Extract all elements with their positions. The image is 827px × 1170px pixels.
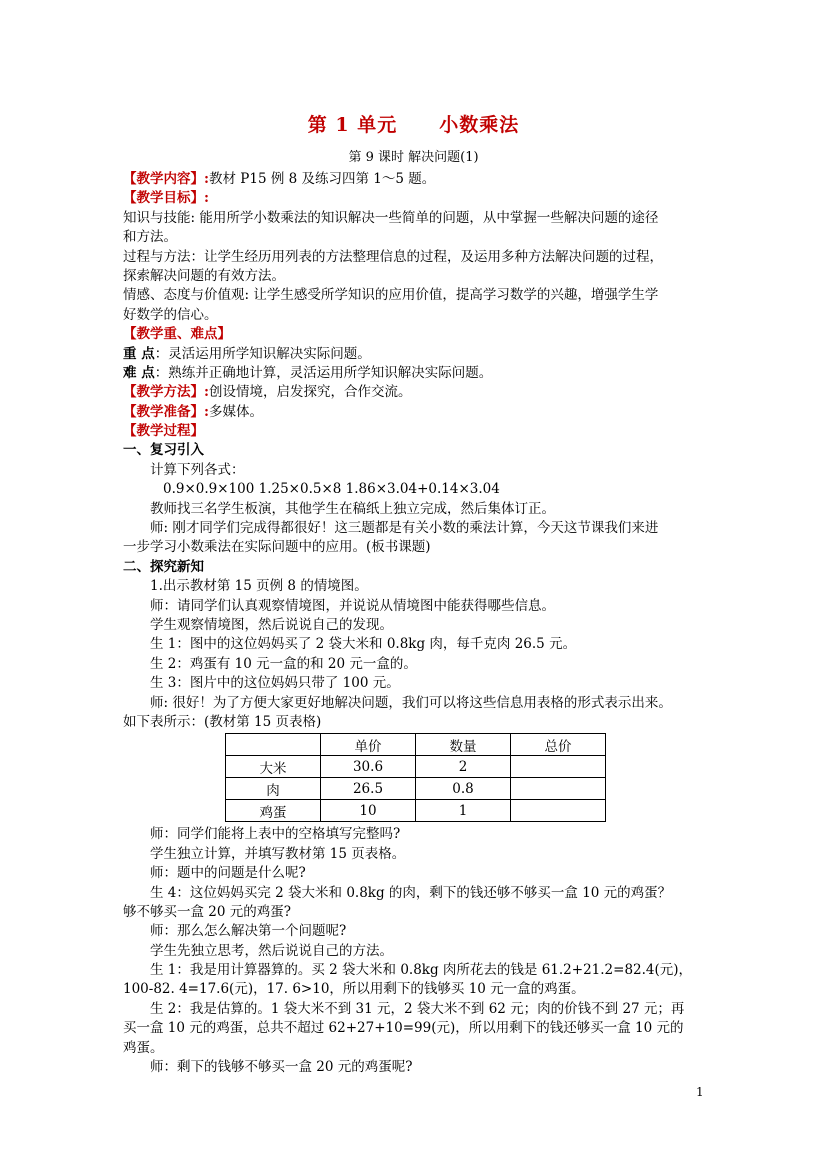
document-body (123, 170, 713, 1077)
section-heading: 【教学重、难点】 (123, 326, 231, 343)
text-line (123, 461, 713, 480)
table-cell: 1 (416, 800, 511, 822)
line-text: 100-82. 4=17.6(元)，17. 6>10，所以用剩下的钱够买 10 元一盒的鸡蛋。 (123, 981, 585, 998)
line-text: 学生观察情境图，然后说说自己的发现。 (150, 616, 393, 633)
line-text: 创设情境，启发探究，合作交流。 (208, 384, 412, 401)
lesson-subtitle: 第 9 课时 解决问题(1) (348, 150, 479, 165)
line-text: 师：请同学们认真观察情境图，并说说从情境图中能获得哪些信息。 (150, 597, 555, 614)
text-line (123, 864, 713, 883)
table-cell (511, 778, 606, 800)
table-cell: 30.6 (321, 756, 416, 778)
text-line (123, 616, 713, 635)
text-line (123, 577, 713, 596)
table-cell: 0.8 (416, 778, 511, 800)
line-text: 生 3：图片中的这位妈妈只带了 100 元。 (150, 675, 400, 692)
text-line (123, 441, 713, 460)
text-line (123, 364, 713, 383)
line-text: 生 4：这位妈妈买完 2 袋大米和 0.8kg 的肉，剩下的钱还够不够买一盒 10 元的鸡蛋？ (150, 884, 672, 901)
text-line (123, 1039, 713, 1058)
section-heading: 【教学过程】 (123, 423, 204, 440)
table-cell (511, 800, 606, 822)
table-cell: 肉 (226, 778, 321, 800)
line-text: 师: 刚才同学们完成得都很好！这三题都是有关小数的乘法计算，今天这节课我们来进 (150, 520, 659, 537)
text-line (123, 189, 713, 208)
page-title (0, 110, 827, 137)
table-cell: 单价 (321, 734, 416, 756)
line-text: 够不够买一盒 20 元的鸡蛋? (123, 903, 291, 920)
line-text: 学生先独立思考，然后说说自己的方法。 (150, 942, 393, 959)
line-text: 师：那么怎么解决第一个问题呢? (150, 923, 347, 940)
line-text: 过程与方法：让学生经历用列表的方法整理信息的过程，及运用多种方法解决问题的过程， (123, 248, 663, 265)
bold-label: 难 点 (123, 364, 155, 381)
page-number: 1 (696, 1085, 704, 1099)
table-header-row (226, 734, 606, 756)
line-text: 学生独立计算，并填写教材第 15 页表格。 (150, 845, 406, 862)
text-line (123, 922, 713, 941)
title-topic: 小数乘法 (439, 114, 520, 136)
table-cell: 10 (321, 800, 416, 822)
text-line (123, 248, 713, 267)
text-line (123, 961, 713, 980)
body-part-1 (123, 170, 713, 732)
text-line (123, 345, 713, 364)
text-line (123, 383, 713, 402)
text-line (123, 1058, 713, 1077)
text-line (123, 694, 713, 713)
text-line (123, 325, 713, 344)
line-text: 师：题中的问题是什么呢? (150, 865, 306, 882)
table-row (226, 756, 606, 778)
table-cell (226, 734, 321, 756)
text-line (123, 500, 713, 519)
line-text: 教师找三名学生板演，其他学生在稿纸上独立完成，然后集体订正。 (150, 500, 555, 517)
text-line (123, 635, 713, 654)
text-line (123, 825, 713, 844)
table-cell: 数量 (416, 734, 511, 756)
bold-label: 一、复习引入 (123, 442, 204, 459)
text-line (123, 558, 713, 577)
table-cell: 大米 (226, 756, 321, 778)
text-line (123, 538, 713, 557)
line-text: 师：同学们能将上表中的空格填写完整吗? (150, 826, 401, 843)
table-cell: 2 (416, 756, 511, 778)
line-text: 情感、态度与价值观: 让学生感受所学知识的应用价值，提高学习数学的兴趣，增强学生学 (123, 287, 659, 304)
text-line (123, 655, 713, 674)
line-text: 和方法。 (123, 229, 177, 246)
text-line (123, 519, 713, 538)
line-text: 多媒体。 (208, 403, 263, 420)
table-row (226, 800, 606, 822)
line-text: 0.9×0.9×100 1.25×0.5×8 1.86×3.04+0.14×3.04 (163, 481, 500, 498)
text-line (123, 884, 713, 903)
text-line (123, 422, 713, 441)
line-text: 师：剩下的钱够不够买一盒 20 元的鸡蛋呢? (150, 1059, 413, 1076)
text-line (123, 1019, 713, 1038)
line-text: 生 1：图中的这位妈妈买了 2 袋大米和 0.8kg 肉，每千克肉 26.5 元。 (150, 636, 577, 653)
bold-label: 重 点 (123, 345, 155, 362)
text-line (123, 1000, 713, 1019)
text-line (123, 286, 713, 305)
line-text: 好数学的信心。 (123, 306, 218, 323)
text-line (123, 845, 713, 864)
text-line (123, 903, 713, 922)
text-line (123, 674, 713, 693)
table-row (226, 778, 606, 800)
text-line (123, 306, 713, 325)
text-line (123, 480, 713, 499)
line-text: 知识与技能: 能用所学小数乘法的知识解决一些简单的问题，从中掌握一些解决问题的途径 (123, 209, 659, 226)
text-line (123, 942, 713, 961)
price-table (225, 733, 606, 822)
body-part-2 (123, 825, 713, 1077)
text-line (123, 403, 713, 422)
table-cell: 鸡蛋 (226, 800, 321, 822)
bold-label: 二、探究新知 (123, 558, 204, 575)
line-text: ：熟练并正确地计算，灵活运用所学知识解决实际问题。 (154, 364, 493, 381)
table-cell: 总价 (511, 734, 606, 756)
text-line (123, 597, 713, 616)
table-cell: 26.5 (321, 778, 416, 800)
table-cell (511, 756, 606, 778)
section-heading: 【教学内容】: (123, 171, 209, 187)
title-unit: 第 1 单元 (307, 114, 398, 136)
line-text: 买一盒 10 元的鸡蛋，总共不超过 62+27+10=99(元)，所以用剩下的钱还够买一盒 10 元的 (123, 1020, 684, 1037)
text-line (123, 170, 713, 189)
line-text: 1.出示教材第 15 页例 8 的情境图。 (150, 578, 368, 595)
text-line (123, 713, 713, 732)
line-text: 计算下列各式： (150, 461, 245, 478)
section-heading: 【教学目标】: (123, 190, 209, 207)
line-text: 如下表所示：(教材第 15 页表格) (123, 713, 322, 730)
line-text: ：灵活运用所学知识解决实际问题。 (154, 345, 371, 362)
line-text: 教材 P15 例 8 及练习四第 1～5 题。 (208, 171, 436, 187)
text-line (123, 228, 713, 247)
line-text: 生 2：鸡蛋有 10 元一盒的和 20 元一盒的。 (150, 655, 417, 672)
section-heading: 【教学方法】: (123, 384, 209, 401)
text-line (123, 980, 713, 999)
text-line (123, 267, 713, 286)
line-text: 一步学习小数乘法在实际问题中的应用。(板书课题) (123, 539, 431, 556)
line-text: 鸡蛋。 (123, 1039, 164, 1056)
line-text: 师: 很好！为了方便大家更好地解决问题，我们可以将这些信息用表格的形式表示出来。 (150, 694, 672, 711)
line-text: 生 1：我是用计算器算的。买 2 袋大米和 0.8kg 肉所花去的钱是 61.2+21.2=82.4(元)， (150, 962, 693, 979)
section-heading: 【教学准备】: (123, 403, 209, 420)
line-text: 探索解决问题的有效方法。 (123, 267, 285, 284)
text-line (123, 209, 713, 228)
line-text: 生 2：我是估算的。1 袋大米不到 31 元，2 袋大米不到 62 元；肉的价钱不到 27 元；再 (150, 1000, 685, 1017)
